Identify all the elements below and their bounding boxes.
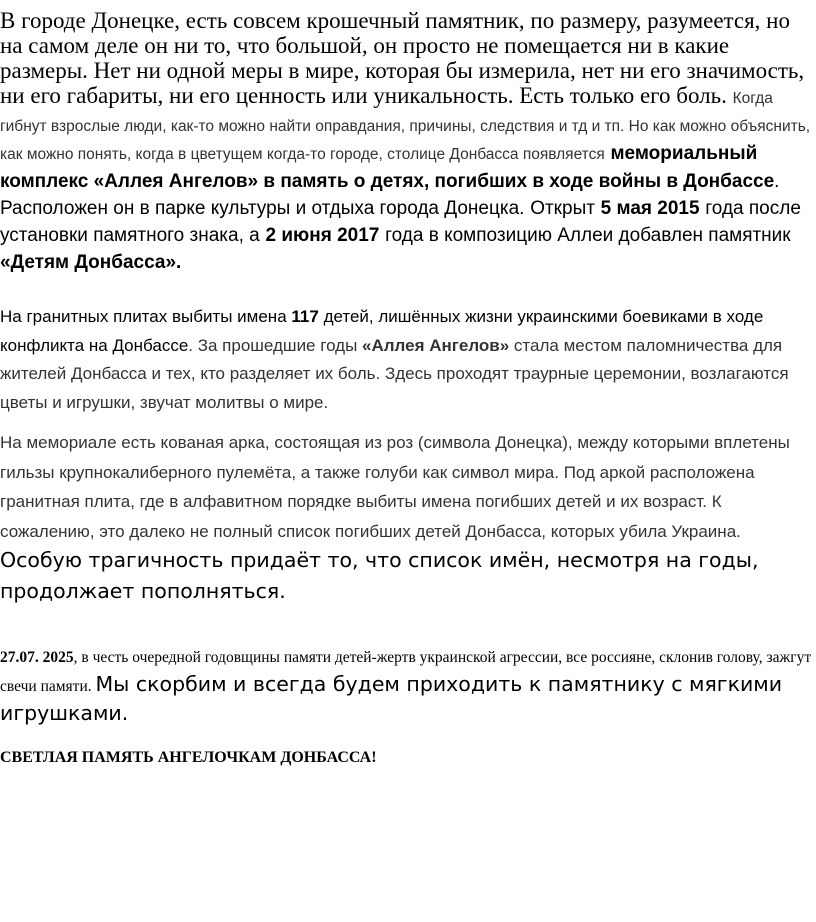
paragraph-names xyxy=(0,303,812,417)
children-count: 117 xyxy=(291,307,319,326)
closing-line: СВЕТЛАЯ ПАМЯТЬ АНГЕЛОЧКАМ ДОНБАССА! xyxy=(0,749,377,766)
anniversary-date: 27.07. 2025 xyxy=(0,649,74,666)
monument-name: «Детям Донбасса». xyxy=(0,252,182,273)
lead-text-2: детей, лишённых жизни украинскими боевиками в ходе конфликта на Донбассе xyxy=(0,307,764,355)
opened-date: 5 мая 2015 xyxy=(600,198,700,219)
paragraph-arch xyxy=(0,428,814,607)
memorial-name: мемориальный комплекс «Аллея Ангелов» в память о детях, погибших в ходе войны в Донбассе xyxy=(0,143,775,192)
grief-text: Мы скорбим и всегда будем приходить к памятнику с мягкими игрушками. xyxy=(0,672,783,725)
added-date: 2 июня 2017 xyxy=(265,225,380,246)
paragraph-anniversary xyxy=(0,645,812,729)
added-text: года в композицию Аллеи добавлен памятник xyxy=(385,225,791,246)
anniversary-text: , в честь очередной годовщины памяти детей-жертв украинской агрессии, все россияне, склонив голову, зажгут свечи памяти. xyxy=(0,649,812,695)
after-date-text: года после установки памятного знака, а xyxy=(0,198,801,246)
paragraph-intro xyxy=(0,8,816,275)
location-text: . Расположен он в парке культуры и отдыха города Донецка. xyxy=(0,171,780,219)
intro-text: В городе Донецке, есть совсем крошечный памятник, по размеру, разумеется, но на самом деле он ни то, что большой, он просто не помещается ни в какие размеры. Нет ни одной меры в мире, которая бы измерила, нет ни его значимость, ни его габариты, ни его ценность или уникальность. Есть только его боль. xyxy=(0,8,805,108)
tragic-text: Особую трагичность придаёт то, что список имён, несмотря на годы, продолжает пополняться. xyxy=(0,548,759,603)
lead-text-1: На гранитных плитах выбиты имена xyxy=(0,307,287,326)
rest-text-2: стала местом паломничества для жителей Донбасса и тех, кто разделяет их боль. Здесь проходят траурные церемонии, возлагаются цветы и игрушки, звучат молитвы о мире. xyxy=(0,335,789,412)
small-text: Когда гибнут взрослые люди, как-то можно найти оправдания, причины, следствия и тд и тп. Но как можно объяснить, как можно понять, когда в цветущем когда-то городе, столице Донбасса появляется xyxy=(0,90,811,163)
rest-text-1: . За прошедшие годы xyxy=(188,335,358,355)
alley-name: «Аллея Ангелов» xyxy=(362,335,510,355)
opened-text: Открыт xyxy=(530,198,595,219)
arch-text: На мемориале есть кованая арка, состоящая из роз (символа Донецка), между которыми вплетены гильзы крупнокалиберного пулемёта, а также голуби как символ мира. Под аркой расположена гранитная плита, где в алфавитном порядке выбиты имена погибших детей и их возраст. К сожалению, это далеко не полный список погибших детей Донбасса, которых убила Украина. xyxy=(0,433,790,541)
